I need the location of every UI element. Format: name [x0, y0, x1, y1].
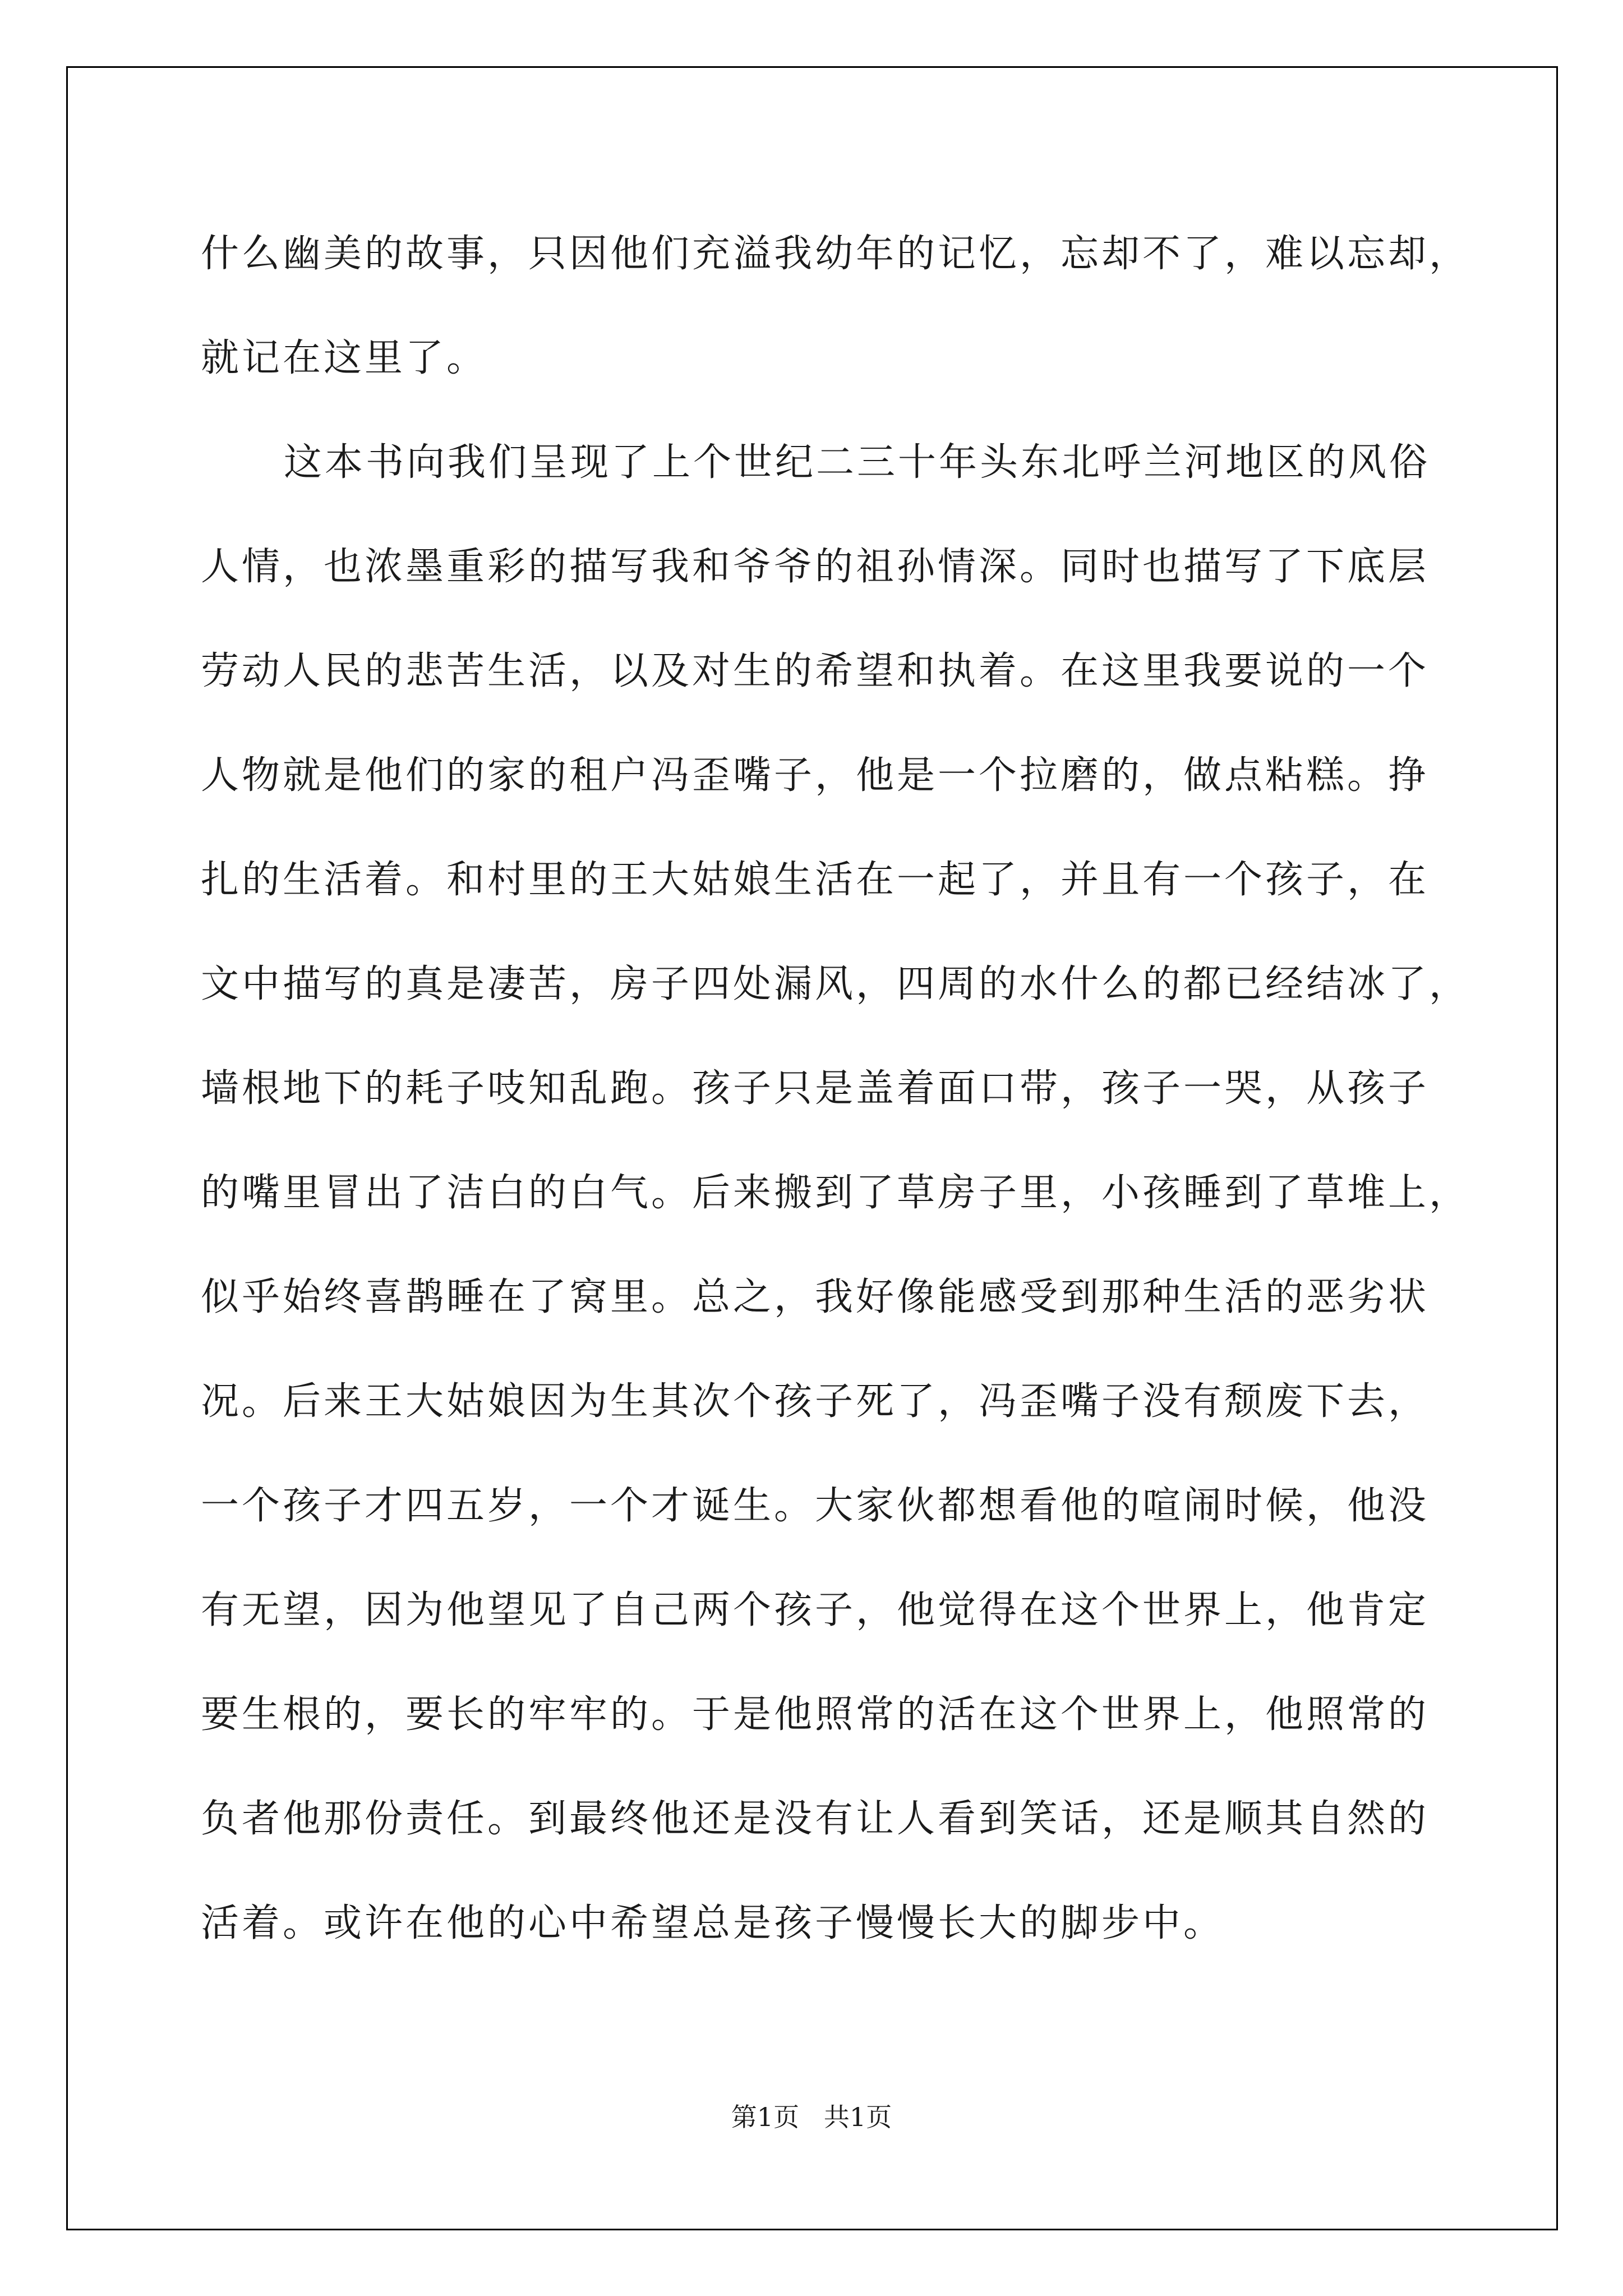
text-line: 劳动人民的悲苦生活，以及对生的希望和执着。在这里我要说的一个	[201, 649, 1430, 693]
paragraph-first-line: 这本书向我们呈现了上个世纪二三十年头东北呼兰河地区的风俗	[284, 440, 1431, 485]
text-line: 人物就是他们的家的租户冯歪嘴子，他是一个拉磨的，做点粘糕。挣	[201, 753, 1430, 798]
text-line: 扎的生活着。和村里的王大姑娘生活在一起了，并且有一个孩子，在	[201, 858, 1430, 902]
text-line: 活着。或许在他的心中希望总是孩子慢慢长大的脚步中。	[201, 1901, 1225, 1945]
text-line: 人情，也浓墨重彩的描写我和爷爷的祖孙情深。同时也描写了下底层	[201, 545, 1430, 589]
text-line: 况。后来王大姑娘因为生其次个孩子死了，冯歪嘴子没有颓废下去，	[201, 1379, 1430, 1424]
text-line: 墙根地下的耗子吱知乱跑。孩子只是盖着面口带，孩子一哭，从孩子	[201, 1066, 1430, 1111]
text-line: 文中描写的真是凄苦，房子四处漏风，四周的水什么的都已经结冰了，	[201, 962, 1470, 1006]
text-line: 要生根的，要长的牢牢的。于是他照常的活在这个世界上，他照常的	[201, 1692, 1430, 1737]
text-line: 有无望，因为他望见了自己两个孩子，他觉得在这个世界上，他肯定	[201, 1588, 1430, 1632]
text-line: 什么幽美的故事，只因他们充溢我幼年的记忆，忘却不了，难以忘却，	[201, 232, 1470, 276]
body-text	[201, 202, 1470, 1976]
text-line: 的嘴里冒出了洁白的白气。后来搬到了草房子里，小孩睡到了草堆上，	[201, 1171, 1470, 1215]
text-line: 就记在这里了。	[201, 336, 488, 380]
text-line: 似乎始终喜鹊睡在了窝里。总之，我好像能感受到那种生活的恶劣状	[201, 1275, 1430, 1319]
text-line: 负者他那份责任。到最终他还是没有让人看到笑话，还是顺其自然的	[201, 1797, 1430, 1841]
page-number-footer: 第1页 共1页	[731, 2102, 892, 2132]
text-line: 一个孩子才四五岁，一个才诞生。大家伙都想看他的喧闹时候，他没	[201, 1484, 1430, 1528]
